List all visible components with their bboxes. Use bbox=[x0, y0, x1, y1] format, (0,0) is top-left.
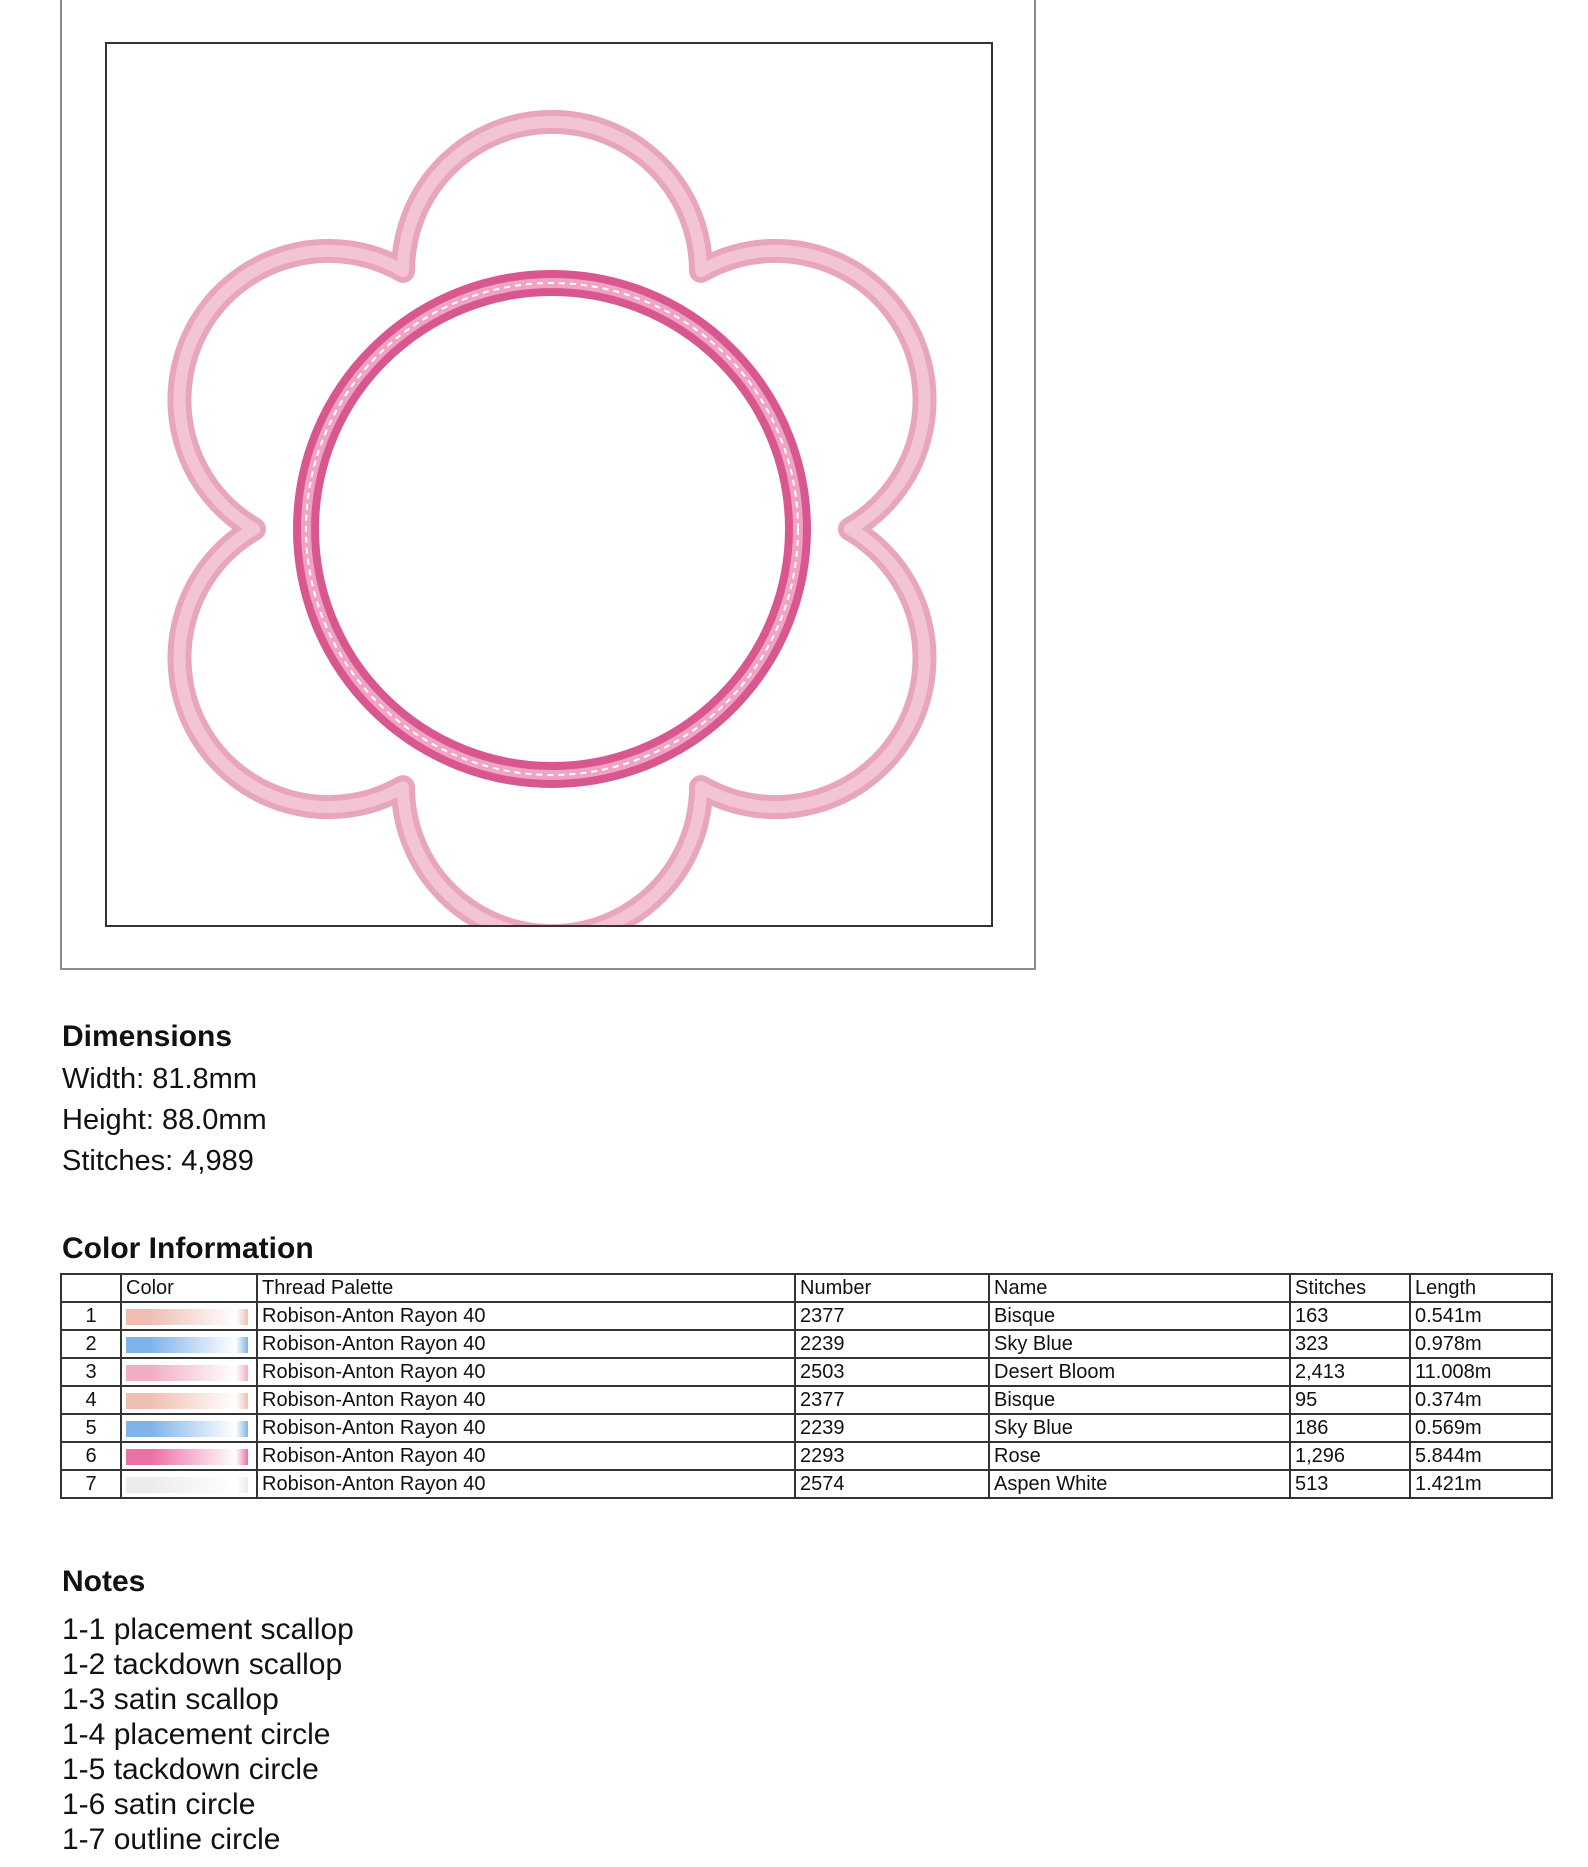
thread-palette: Robison-Anton Rayon 40 bbox=[257, 1470, 795, 1498]
header-length: Length bbox=[1410, 1274, 1552, 1302]
header-number: Number bbox=[795, 1274, 989, 1302]
note-item: 1-6 satin circle bbox=[62, 1788, 256, 1821]
notes-title: Notes bbox=[62, 1565, 146, 1598]
flower-scallop-highlight bbox=[179, 122, 924, 925]
note-item: 1-2 tackdown scallop bbox=[62, 1648, 343, 1681]
color-swatch-cell bbox=[121, 1358, 257, 1386]
thread-number: 2503 bbox=[795, 1358, 989, 1386]
table-row bbox=[61, 1442, 1552, 1470]
color-information-table bbox=[60, 1273, 1553, 1499]
row-index: 1 bbox=[61, 1302, 121, 1330]
dimension-height: Height: 88.0mm bbox=[62, 1104, 267, 1136]
thread-name: Bisque bbox=[989, 1302, 1290, 1330]
table-row bbox=[61, 1302, 1552, 1330]
color-swatch bbox=[126, 1337, 254, 1353]
thread-stitches: 2,413 bbox=[1290, 1358, 1410, 1386]
thread-length: 1.421m bbox=[1410, 1470, 1552, 1498]
thread-length: 0.569m bbox=[1410, 1414, 1552, 1442]
header-index bbox=[61, 1274, 121, 1302]
thread-stitches: 163 bbox=[1290, 1302, 1410, 1330]
header-stitches: Stitches bbox=[1290, 1274, 1410, 1302]
note-item: 1-5 tackdown circle bbox=[62, 1753, 319, 1786]
color-swatch-cell bbox=[121, 1442, 257, 1470]
note-item: 1-1 placement scallop bbox=[62, 1613, 354, 1646]
thread-stitches: 323 bbox=[1290, 1330, 1410, 1358]
design-preview-frame bbox=[60, 0, 1036, 970]
table-row bbox=[61, 1414, 1552, 1442]
thread-palette: Robison-Anton Rayon 40 bbox=[257, 1302, 795, 1330]
color-swatch bbox=[126, 1309, 254, 1325]
color-swatch-cell bbox=[121, 1386, 257, 1414]
thread-length: 5.844m bbox=[1410, 1442, 1552, 1470]
row-index: 4 bbox=[61, 1386, 121, 1414]
row-index: 6 bbox=[61, 1442, 121, 1470]
table-header-row bbox=[61, 1274, 1552, 1302]
table-row bbox=[61, 1330, 1552, 1358]
header-name: Name bbox=[989, 1274, 1290, 1302]
thread-name: Rose bbox=[989, 1442, 1290, 1470]
thread-palette: Robison-Anton Rayon 40 bbox=[257, 1442, 795, 1470]
thread-length: 0.978m bbox=[1410, 1330, 1552, 1358]
thread-length: 0.541m bbox=[1410, 1302, 1552, 1330]
thread-length: 0.374m bbox=[1410, 1386, 1552, 1414]
color-swatch bbox=[126, 1421, 254, 1437]
table-row bbox=[61, 1386, 1552, 1414]
color-swatch bbox=[126, 1477, 254, 1493]
thread-number: 2377 bbox=[795, 1302, 989, 1330]
thread-palette: Robison-Anton Rayon 40 bbox=[257, 1386, 795, 1414]
thread-stitches: 95 bbox=[1290, 1386, 1410, 1414]
embroidery-design bbox=[107, 44, 991, 925]
thread-palette: Robison-Anton Rayon 40 bbox=[257, 1414, 795, 1442]
color-swatch-cell bbox=[121, 1330, 257, 1358]
thread-stitches: 513 bbox=[1290, 1470, 1410, 1498]
table-row bbox=[61, 1358, 1552, 1386]
color-swatch-cell bbox=[121, 1302, 257, 1330]
thread-number: 2377 bbox=[795, 1386, 989, 1414]
thread-name: Desert Bloom bbox=[989, 1358, 1290, 1386]
thread-number: 2293 bbox=[795, 1442, 989, 1470]
row-index: 5 bbox=[61, 1414, 121, 1442]
thread-number: 2574 bbox=[795, 1470, 989, 1498]
table-row bbox=[61, 1470, 1552, 1498]
thread-name: Sky Blue bbox=[989, 1330, 1290, 1358]
color-swatch-cell bbox=[121, 1470, 257, 1498]
color-swatch bbox=[126, 1449, 254, 1465]
thread-stitches: 1,296 bbox=[1290, 1442, 1410, 1470]
note-item: 1-4 placement circle bbox=[62, 1718, 331, 1751]
thread-number: 2239 bbox=[795, 1330, 989, 1358]
note-item: 1-7 outline circle bbox=[62, 1823, 281, 1856]
color-swatch-cell bbox=[121, 1414, 257, 1442]
row-index: 3 bbox=[61, 1358, 121, 1386]
thread-stitches: 186 bbox=[1290, 1414, 1410, 1442]
thread-palette: Robison-Anton Rayon 40 bbox=[257, 1358, 795, 1386]
header-color: Color bbox=[121, 1274, 257, 1302]
dimension-stitches: Stitches: 4,989 bbox=[62, 1145, 254, 1177]
row-index: 2 bbox=[61, 1330, 121, 1358]
color-swatch bbox=[126, 1393, 254, 1409]
dimension-width: Width: 81.8mm bbox=[62, 1063, 257, 1095]
center-circle-tackdown bbox=[306, 283, 798, 775]
thread-name: Aspen White bbox=[989, 1470, 1290, 1498]
color-swatch bbox=[126, 1365, 254, 1381]
thread-number: 2239 bbox=[795, 1414, 989, 1442]
thread-length: 11.008m bbox=[1410, 1358, 1552, 1386]
header-thread-palette: Thread Palette bbox=[257, 1274, 795, 1302]
dimensions-title: Dimensions bbox=[62, 1020, 233, 1053]
color-info-title: Color Information bbox=[62, 1232, 314, 1265]
thread-name: Sky Blue bbox=[989, 1414, 1290, 1442]
hoop-area bbox=[105, 42, 993, 927]
thread-name: Bisque bbox=[989, 1386, 1290, 1414]
note-item: 1-3 satin scallop bbox=[62, 1683, 279, 1716]
thread-palette: Robison-Anton Rayon 40 bbox=[257, 1330, 795, 1358]
row-index: 7 bbox=[61, 1470, 121, 1498]
